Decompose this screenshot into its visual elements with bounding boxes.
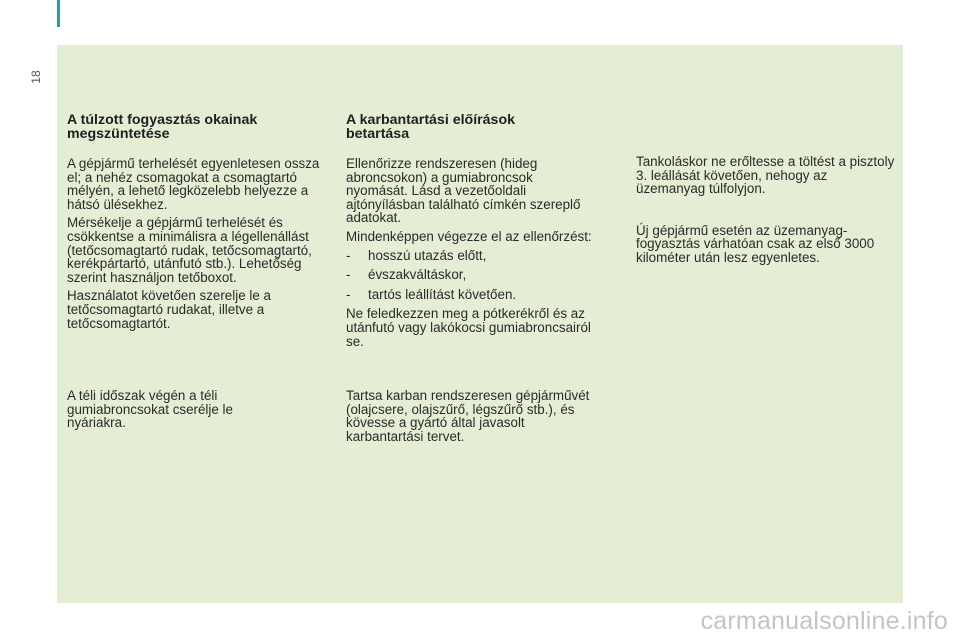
list-item: - tartós leállítást követően. <box>346 288 596 302</box>
heading-excess-consumption: A túlzott fogyasztás okainak megszüntetése <box>67 112 258 142</box>
check-occasions-list <box>346 249 596 302</box>
column-winter-tyres <box>67 389 272 435</box>
content-panel <box>57 45 903 603</box>
column-service-plan <box>346 389 596 448</box>
list-item: - évszakváltáskor, <box>346 268 596 282</box>
paragraph-check-intro: Mindenképpen végezze el az ellenőrzést: <box>346 228 592 244</box>
top-accent-bar <box>57 0 60 27</box>
paragraph-spare-wheel: Ne feledkezzen meg a pótkerékről és az utánfutó vagy lakókocsi gumiabroncsairól se. <box>346 306 591 349</box>
column-fuel-consumption <box>67 113 329 335</box>
paragraph-new-vehicle-consumption: Új gépjármű esetén az üzemanyag-fogyasztás várhatóan csak az első 3000 kilométer után lesz egyenletes. <box>636 222 875 265</box>
list-item: - hosszú utazás előtt, <box>346 249 596 263</box>
column-maintenance <box>346 113 596 353</box>
heading-maintenance: A karbantartási előírások betartása <box>346 112 516 142</box>
paragraph-remove-roof-bars: Használatot követően szerelje le a tetőcsomagtartó rudakat, illetve a tetőcsomagtartót. <box>67 288 271 331</box>
page-number: 18 <box>29 70 43 84</box>
paragraph-service-plan: Tartsa karban rendszeresen gépjárművét (olajcsere, olajszűrő, légszűrő stb.), és kövesse a gyártó által javasolt karbantartási tervet. <box>346 388 590 444</box>
paragraph-refuelling: Tankoláskor ne erőltesse a töltést a pisztoly 3. leállását követően, nehogy az üzemanyag túlfolyjon. <box>636 154 895 197</box>
paragraph-reduce-load: Mérsékelje a gépjármű terhelését és csökkentse a minimálisra a légellenállást (tetőcsomagtartó rudak, tetőcsomagtartó, kerékpártartó, utánfutó stb.). Lehetőség szerint használjon tetőboxot. <box>67 215 312 285</box>
paragraph-tyre-pressure: Ellenőrizze rendszeresen (hideg abroncsokon) a gumiabroncsok nyomását. Lásd a vezetőoldali ajtónyílásban található címkén szereplő adatokat. <box>346 156 581 226</box>
column-refuelling <box>636 155 898 270</box>
paragraph-load-distribution: A gépjármű terhelését egyenletesen ossza el; a nehéz csomagokat a csomagtartó mélyén, a lehető legközelebb helyezze a hátsó ülésekhez. <box>67 156 320 212</box>
watermark-text: carmanualsonline.info <box>700 607 948 635</box>
paragraph-winter-tyres: A téli időszak végén a téli gumiabroncsokat cserélje le nyáriakra. <box>67 388 233 431</box>
